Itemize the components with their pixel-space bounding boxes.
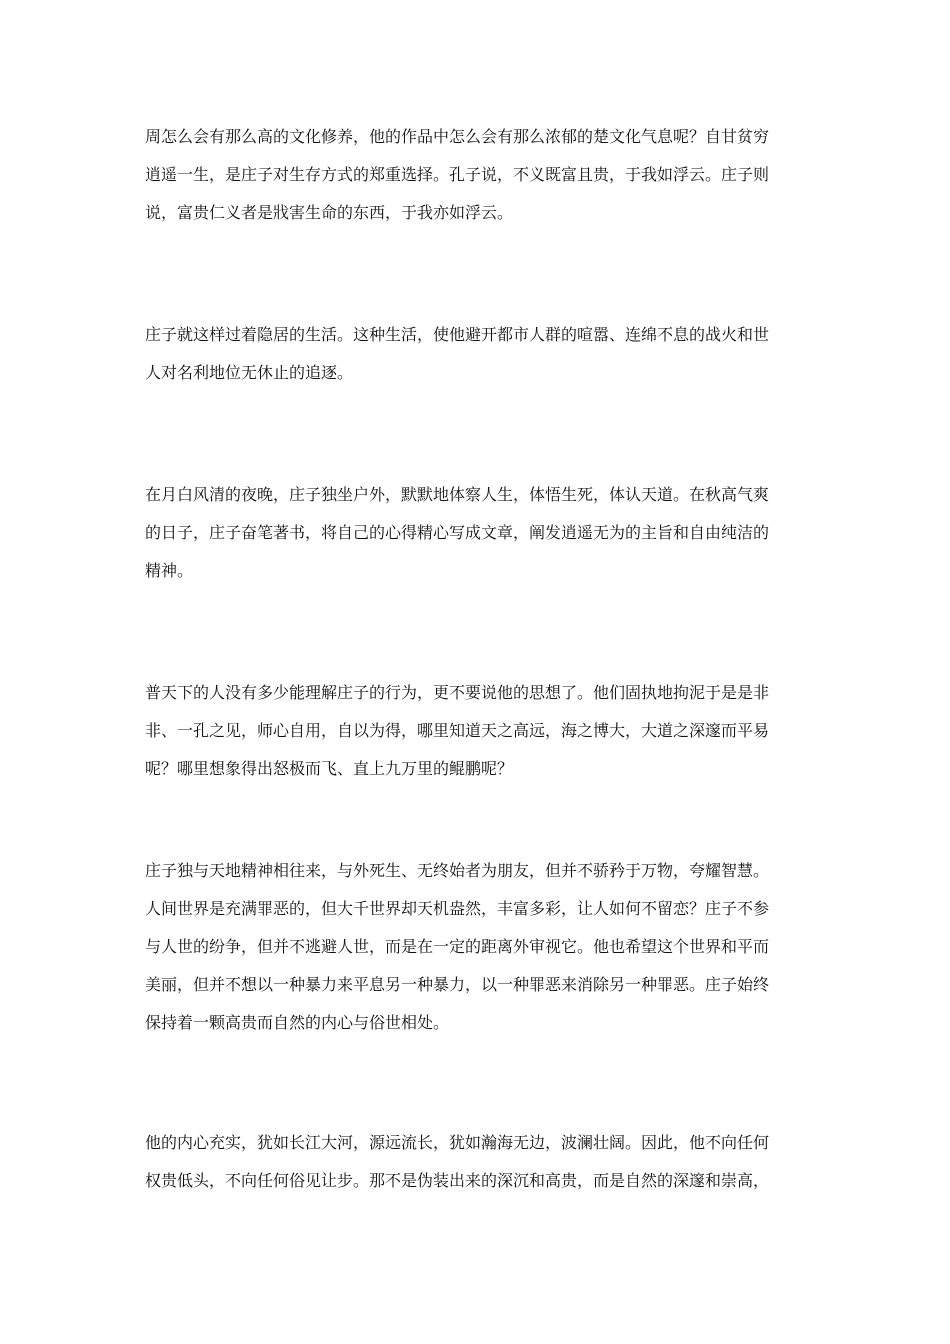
paragraph-1: [145, 118, 810, 232]
paragraph-4: [145, 674, 810, 788]
paragraph-line: 说，富贵仁义者是戕害生命的东西，于我亦如浮云。: [145, 203, 514, 222]
paragraph-2: [145, 316, 810, 392]
paragraph-line: 精神。: [145, 561, 194, 580]
paragraph-line: 与人世的纷争，但并不逃避人世，而是在一定的距离外审视它。他也希望这个世界和平而: [145, 937, 770, 956]
paragraph-line: 权贵低头，不向任何俗见让步。那不是伪装出来的深沉和高贵，而是自然的深邃和崇高，: [145, 1171, 770, 1190]
paragraph-6: [145, 1124, 810, 1200]
paragraph-line: 人间世界是充满罪恶的，但大千世界却天机盎然，丰富多彩，让人如何不留恋？庄子不参: [145, 899, 770, 918]
paragraph-line: 逍遥一生，是庄子对生存方式的郑重选择。孔子说，不义既富且贵，于我如浮云。庄子则: [145, 165, 770, 184]
paragraph-line: 呢？哪里想象得出怒极而飞、直上九万里的鲲鹏呢？: [145, 759, 514, 778]
paragraph-line: 庄子独与天地精神相往来，与外死生、无终始者为朋友，但并不骄矜于万物，夸耀智慧。: [145, 861, 770, 880]
paragraph-line: 非、一孔之见，师心自用，自以为得，哪里知道天之高远，海之博大，大道之深邃而平易: [145, 721, 770, 740]
paragraph-line: 他的内心充实，犹如长江大河，源远流长，犹如瀚海无边，波澜壮阔。因此，他不向任何: [145, 1133, 770, 1152]
paragraph-3: [145, 476, 810, 590]
paragraph-5: [145, 852, 810, 1042]
paragraph-line: 人对名利地位无休止的追逐。: [145, 363, 354, 382]
paragraph-line: 普天下的人没有多少能理解庄子的行为，更不要说他的思想了。他们固执地拘泥于是是非: [145, 683, 770, 702]
paragraph-line: 美丽，但并不想以一种暴力来平息另一种暴力，以一种罪恶来消除另一种罪恶。庄子始终: [145, 975, 770, 994]
paragraph-line: 保持着一颗高贵而自然的内心与俗世相处。: [145, 1013, 450, 1032]
paragraph-line: 的日子，庄子奋笔著书，将自己的心得精心写成文章，阐发逍遥无为的主旨和自由纯洁的: [145, 523, 770, 542]
paragraph-line: 周怎么会有那么高的文化修养，他的作品中怎么会有那么浓郁的楚文化气息呢？自甘贫穷: [145, 127, 770, 146]
paragraph-line: 在月白风清的夜晚，庄子独坐户外，默默地体察人生，体悟生死，体认天道。在秋高气爽: [145, 485, 770, 504]
paragraph-line: 庄子就这样过着隐居的生活。这种生活，使他避开都市人群的喧嚣、连绵不息的战火和世: [145, 325, 770, 344]
